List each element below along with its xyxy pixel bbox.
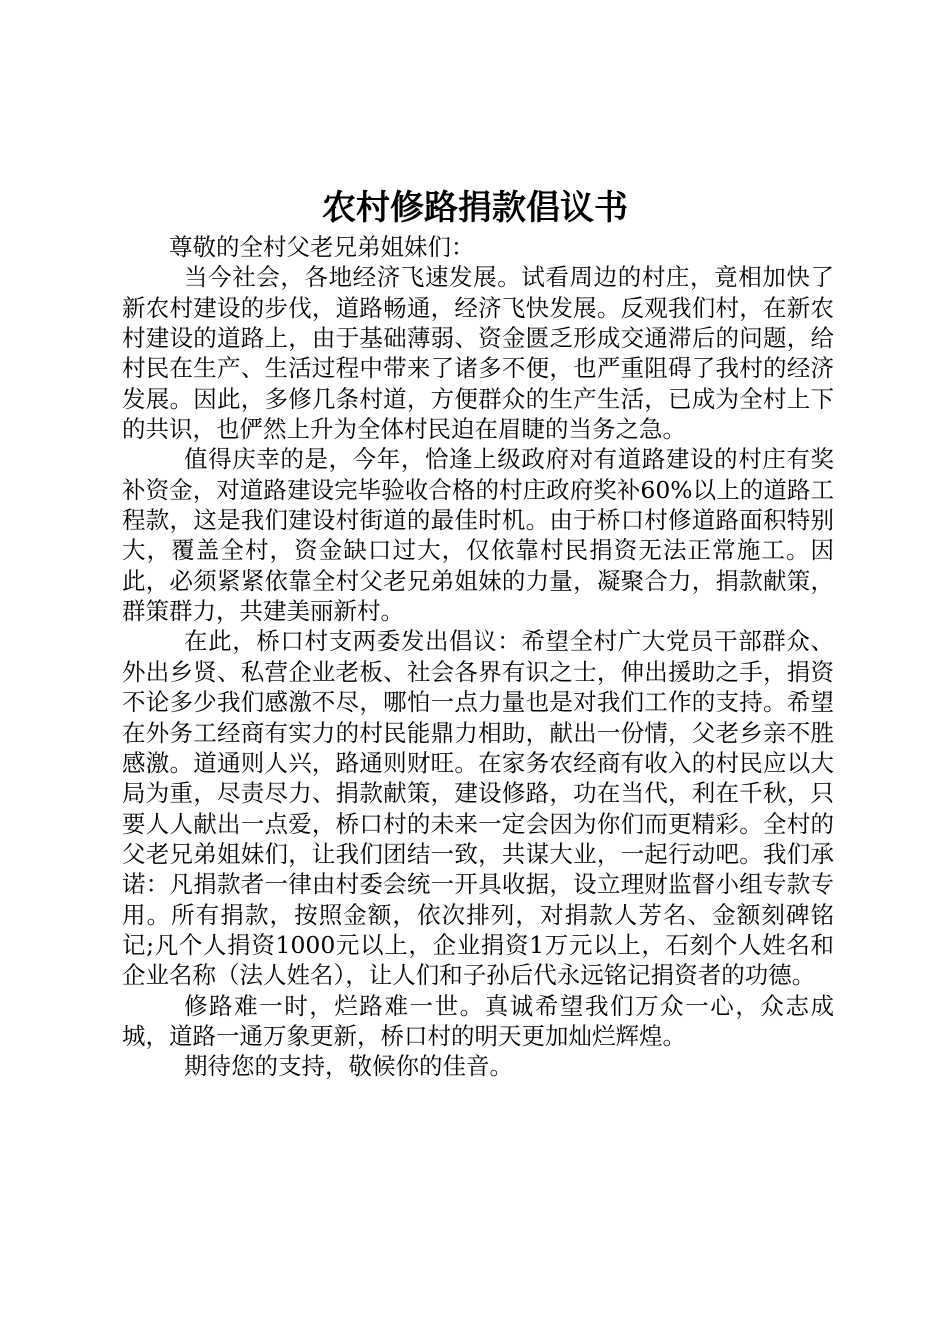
document-title: 农村修路捐款倡议书 — [322, 188, 628, 228]
paragraph-2: 值得庆幸的是，今年，恰逢上级政府对有道路建设的村庄有奖补资金，对道路建设完毕验收合格的村庄政府奖补60%以上的道路工程款，这是我们建设村街道的最佳时机。由于桥口村修道路面积特别大，覆盖全村，资金缺口过大，仅依靠村民捐资无法正常施工。因此，必须紧紧依靠全村父老兄弟姐妹的力量，凝聚合力，捐款献策，群策群力，共建美丽新村。 — [122, 445, 834, 626]
salutation: 尊敬的全村父老兄弟姐妹们： — [169, 233, 475, 261]
paragraph-3: 在此，桥口村支两委发出倡议：希望全村广大党员干部群众、外出乡贤、私营企业老板、社会各界有识之士，伸出援助之手，捐资不论多少我们感激不尽，哪怕一点力量也是对我们工作的支持。希望在外务工经商有实力的村民能鼎力相助，献出一份情，父老乡亲不胜感激。道通则人兴，路通则财旺。在家务农经商有收入的村民应以大局为重，尽责尽力、捐款献策，建设修路，功在当代，利在千秋，只要人人献出一点爱，桥口村的未来一定会因为你们而更精彩。全村的父老兄弟姐妹们，让我们团结一致，共谋大业，一起行动吧。我们承诺：凡捐款者一律由村委会统一开具收据，设立理财监督小组专款专用。所有捐款，按照金额，依次排列，对捐款人芳名、金额刻碑铭记;凡个人捐资1000元以上，企业捐资1万元以上，石刻个人姓名和企业名称（法人姓名），让人们和子孙后代永远铭记捐资者的功德。 — [122, 627, 834, 990]
paragraph-4: 修路难一时，烂路难一世。真诚希望我们万众一心，众志成城，道路一通万象更新，桥口村的明天更加灿烂辉煌。 — [122, 991, 834, 1050]
document-body — [122, 232, 834, 1082]
paragraph-5: 期待您的支持，敬候你的佳音。 — [184, 1052, 513, 1081]
paragraph-1: 当今社会，各地经济飞速发展。试看周边的村庄，竟相加快了新农村建设的步伐，道路畅通，经济飞快发展。反观我们村，在新农村建设的道路上，由于基础薄弱、资金匮乏形成交通滞后的问题，给村民在生产、生活过程中带来了诸多不便，也严重阻碍了我村的经济发展。因此，多修几条村道，方便群众的生产生活，已成为全村上下的共识，也俨然上升为全体村民迫在眉睫的当务之急。 — [122, 263, 834, 444]
